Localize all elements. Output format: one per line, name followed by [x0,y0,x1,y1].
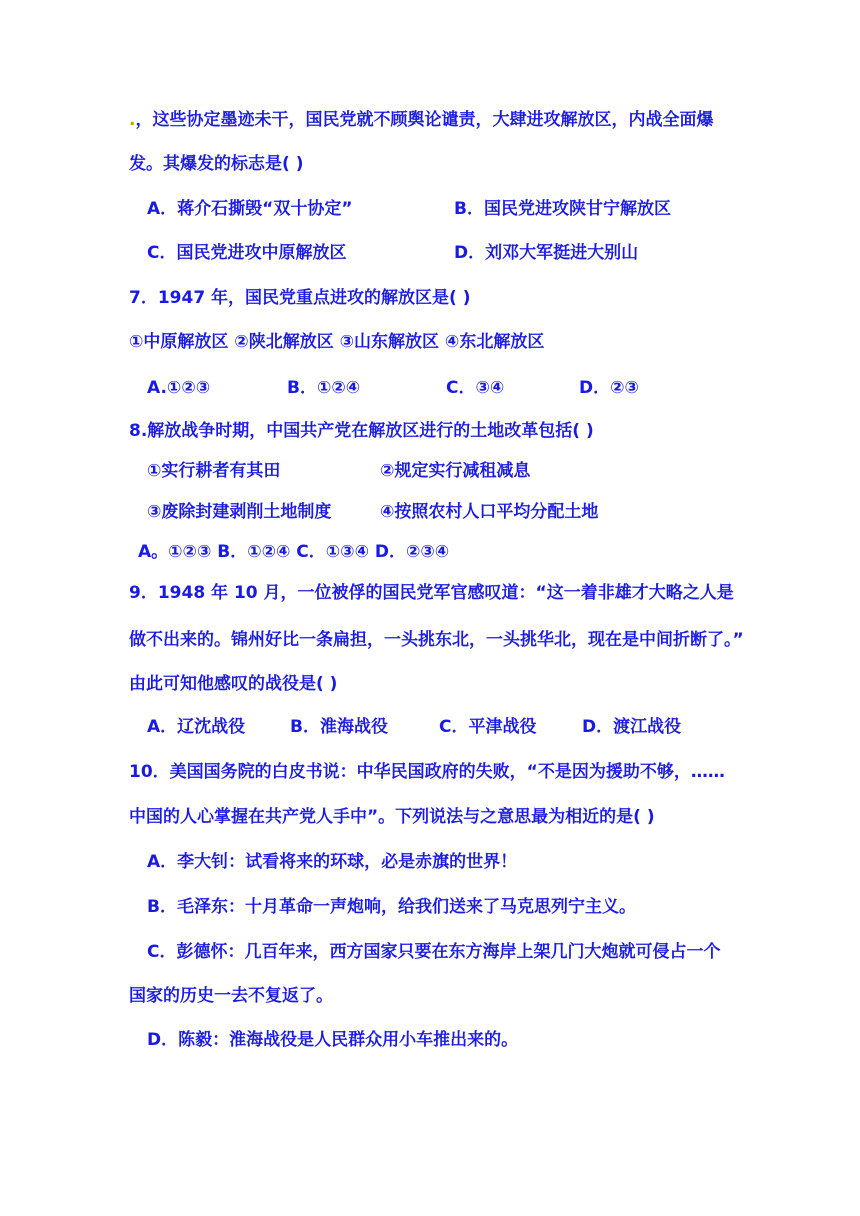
q9-option-c: C．平津战役 [439,717,537,737]
q7-stem: 7．1947 年，国民党重点进攻的解放区是( ) [129,288,471,308]
q9-line-2: 做不出来的。锦州好比一条扁担，一头挑东北，一头挑华北，现在是中间折断了。” [129,630,744,650]
q6-option-c: C．国民党进攻中原解放区 [147,243,347,263]
q10-option-c-line-1: C．彭德怀：几百年来，西方国家只要在东方海岸上架几门大炮就可侵占一个 [147,942,721,962]
q10-option-a: A．李大钊：试看将来的环球，必是赤旗的世界！ [147,852,518,872]
q6-option-b: B．国民党进攻陕甘宁解放区 [454,199,671,219]
q6-line-1-text: ，这些协定墨迹未干，国民党就不顾舆论谴责，大肆进攻解放区，内战全面爆 [135,110,714,130]
q9-line-3: 由此可知他感叹的战役是( ) [129,674,338,694]
q7-option-c: C．③④ [446,378,505,398]
q8-item-2: ②规定实行减租减息 [380,461,531,481]
q6-line-2: 发。其爆发的标志是( ) [129,154,304,174]
q6-option-d: D．刘邓大军挺进大别山 [454,243,639,263]
q10-option-b: B．毛泽东：十月革命一声炮响，给我们送来了马克思列宁主义。 [147,897,636,917]
q10-option-c-line-2: 国家的历史一去不复返了。 [129,986,333,1006]
q8-options: A。①②③ B．①②④ C．①③④ D．②③④ [138,542,450,562]
q6-option-a: A．蒋介石撕毁“双十协定” [147,199,353,219]
q10-line-2: 中国的人心掌握在共产党人手中”。下列说法与之意思最为相近的是( ) [129,807,655,827]
q10-line-1: 10．美国国务院的白皮书说：中华民国政府的失败，“不是因为援助不够，…… [129,762,725,782]
q9-option-a: A．辽沈战役 [147,717,246,737]
q6-lead-mark: . [129,110,136,130]
q7-option-d: D．②③ [579,378,639,398]
q9-option-d: D．渡江战役 [582,717,682,737]
q7-option-a: A.①②③ [147,378,211,398]
q8-item-4: ④按照农村人口平均分配土地 [380,502,599,522]
q8-stem: 8.解放战争时期，中国共产党在解放区进行的土地改革包括( ) [129,421,594,441]
q7-option-b: B．①②④ [287,378,361,398]
q7-items: ①中原解放区 ②陕北解放区 ③山东解放区 ④东北解放区 [129,332,545,352]
q6-line-1 [129,108,713,132]
q9-line-1: 9．1948 年 10 月，一位被俘的国民党军官感叹道：“这一着非雄才大略之人是 [129,583,734,603]
q8-item-3: ③废除封建剥削土地制度 [147,502,332,522]
q10-option-d: D．陈毅：淮海战役是人民群众用小车推出来的。 [147,1030,519,1050]
q8-item-1: ①实行耕者有其田 [147,461,281,481]
q9-option-b: B．淮海战役 [290,717,388,737]
